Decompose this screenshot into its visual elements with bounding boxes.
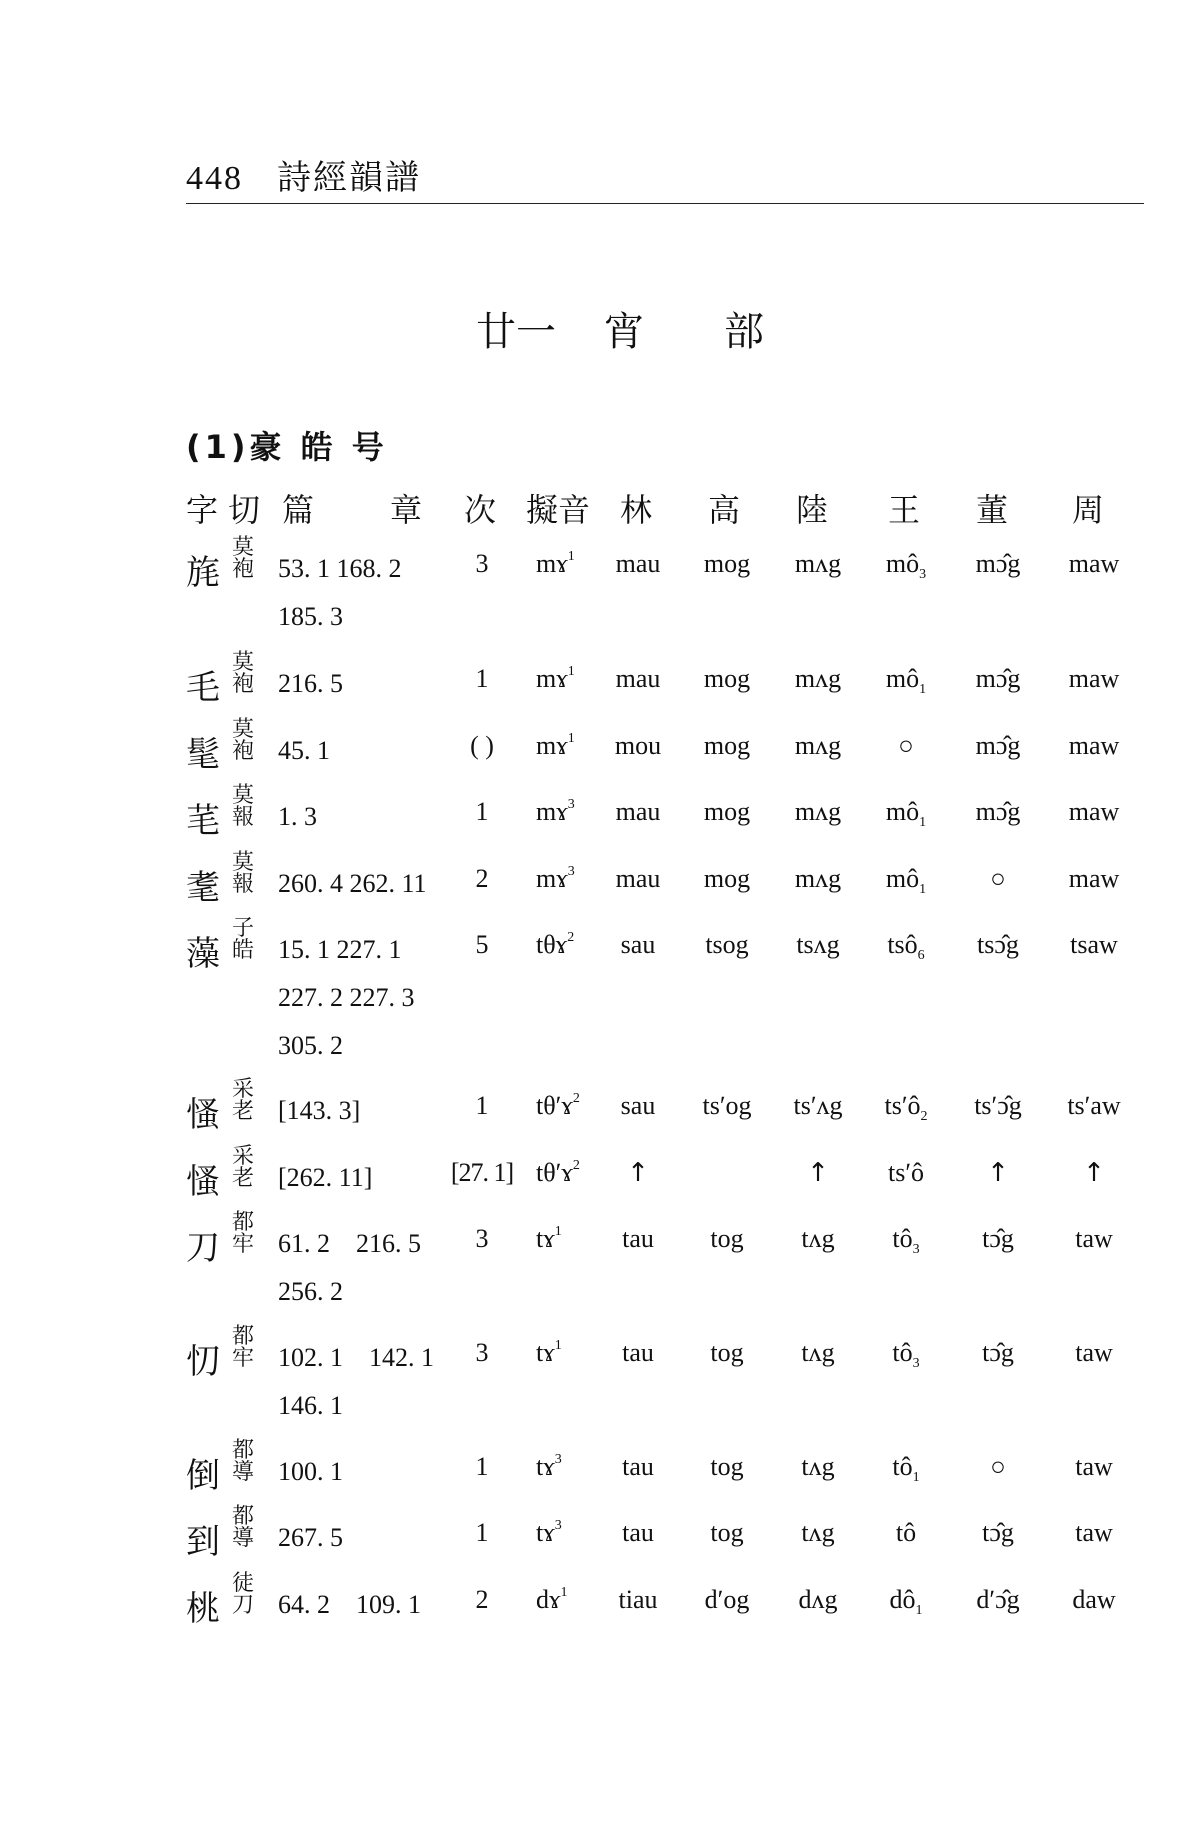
wang-reading: tsʹô$_2$ bbox=[884, 1091, 928, 1124]
lin-reading: tau bbox=[622, 1452, 654, 1481]
head-character: 刀 bbox=[186, 1228, 220, 1268]
head-character: 慅 bbox=[186, 1095, 220, 1135]
fanqie-spelling bbox=[232, 1573, 254, 1617]
fanqie-char: 導 bbox=[232, 1526, 255, 1551]
wang-reading: $tô_3$ bbox=[892, 1224, 920, 1257]
series-number: 3 bbox=[912, 1242, 920, 1257]
dong-reading: mɔ̂g bbox=[975, 731, 1021, 760]
citation-line: 64. 2 109. 1 bbox=[278, 1590, 422, 1619]
col-niyin: 擬音 bbox=[526, 491, 591, 529]
tone-number: 1 bbox=[554, 1338, 562, 1353]
reconstructed-sound: mɤ$^3$ bbox=[536, 864, 575, 893]
fanqie-spelling bbox=[232, 1079, 254, 1123]
book-title: 詩經韻譜 bbox=[277, 158, 421, 198]
count: 3 bbox=[475, 1338, 489, 1367]
gao-reading: dʹog bbox=[704, 1585, 750, 1614]
fanqie-char: 袍 bbox=[232, 672, 255, 697]
citation-line: 146. 1 bbox=[278, 1391, 343, 1420]
fanqie-char: 皓 bbox=[232, 938, 255, 963]
poem-citations bbox=[278, 727, 330, 775]
wang-reading: tô bbox=[895, 1518, 917, 1547]
zhou-reading: maw bbox=[1068, 664, 1120, 693]
wang-reading: ○ bbox=[898, 731, 914, 760]
lu-reading: mʌg bbox=[794, 731, 842, 760]
zhou-reading: taw bbox=[1075, 1224, 1113, 1253]
count: 5 bbox=[475, 930, 489, 959]
head-character: 桃 bbox=[186, 1589, 220, 1629]
zhou-reading: maw bbox=[1068, 549, 1120, 578]
series-number: 6 bbox=[917, 948, 925, 963]
lin-reading: mou bbox=[614, 731, 662, 760]
citation-line: 256. 2 bbox=[278, 1277, 343, 1306]
zhou-reading: daw bbox=[1072, 1585, 1116, 1614]
dong-reading: ↑ bbox=[987, 1158, 1009, 1188]
zhou-reading: maw bbox=[1068, 864, 1120, 893]
lin-reading: mau bbox=[615, 549, 661, 578]
fanqie-char: 徒 bbox=[232, 1571, 255, 1596]
reconstructed-sound: dɤ$^1$ bbox=[536, 1585, 568, 1614]
fanqie-spelling bbox=[232, 852, 254, 896]
fanqie-char: 都 bbox=[232, 1438, 255, 1463]
lu-reading: tʌg bbox=[801, 1224, 835, 1253]
dong-reading: tɔ̂g bbox=[982, 1518, 1014, 1547]
lin-reading: mau bbox=[615, 664, 661, 693]
citation-line: 100. 1 bbox=[278, 1457, 343, 1486]
count: 1 bbox=[475, 1091, 489, 1120]
fanqie-char: 報 bbox=[232, 872, 255, 897]
fanqie-char: 老 bbox=[232, 1166, 255, 1191]
poem-citations bbox=[278, 860, 427, 908]
col-ci: 次 bbox=[464, 491, 497, 529]
col-gao: 高 bbox=[708, 491, 741, 529]
gao-reading: mog bbox=[703, 731, 751, 760]
col-zi: 字 bbox=[186, 491, 219, 529]
series-number: 1 bbox=[915, 1603, 923, 1618]
count: 1 bbox=[475, 664, 489, 693]
series-number: 3 bbox=[912, 1356, 920, 1371]
citation-line: 102. 1 142. 1 bbox=[278, 1343, 435, 1372]
fanqie-char: 牢 bbox=[232, 1346, 255, 1371]
subsection-heading: (1)豪 皓 号 bbox=[186, 428, 388, 466]
tone-number: 3 bbox=[567, 864, 575, 879]
lin-reading: tau bbox=[622, 1224, 654, 1253]
fanqie-char: 子 bbox=[232, 916, 255, 941]
gao-reading: tsʹog bbox=[702, 1091, 752, 1120]
section-title bbox=[0, 300, 1200, 357]
dong-reading: tsɔ̂g bbox=[977, 930, 1019, 959]
zhou-reading: tsʹaw bbox=[1067, 1091, 1121, 1120]
fanqie-char: 莫 bbox=[232, 535, 255, 560]
lin-reading: sau bbox=[620, 930, 656, 959]
citation-line: 53. 1 168. 2 bbox=[278, 554, 402, 583]
tone-number: 1 bbox=[554, 1224, 562, 1239]
fanqie-char: 牢 bbox=[232, 1232, 255, 1257]
series-number: 1 bbox=[912, 1470, 920, 1485]
fanqie-char: 都 bbox=[232, 1324, 255, 1349]
citation-line: 61. 2 216. 5 bbox=[278, 1229, 422, 1258]
tone-number: 1 bbox=[567, 549, 575, 564]
fanqie-char: 導 bbox=[232, 1460, 255, 1485]
poem-citations bbox=[278, 1581, 421, 1629]
head-character: 倒 bbox=[186, 1456, 220, 1496]
fanqie-char: 莫 bbox=[232, 717, 255, 742]
head-character: 忉 bbox=[186, 1342, 220, 1382]
reconstructed-sound: tθɤ$^2$ bbox=[536, 930, 575, 959]
series-number: 1 bbox=[919, 682, 927, 697]
lu-reading: mʌg bbox=[794, 664, 842, 693]
fanqie-spelling bbox=[232, 652, 254, 696]
citation-line: 15. 1 227. 1 bbox=[278, 935, 402, 964]
reconstructed-sound: mɤ$^3$ bbox=[536, 797, 575, 826]
citation-line: 216. 5 bbox=[278, 669, 343, 698]
fanqie-char: 采 bbox=[232, 1144, 255, 1169]
fanqie-char: 莫 bbox=[232, 850, 255, 875]
fanqie-spelling bbox=[232, 537, 254, 581]
lin-reading: tau bbox=[622, 1518, 654, 1547]
citation-line: 305. 2 bbox=[278, 1031, 343, 1060]
lin-reading: ↑ bbox=[627, 1158, 649, 1188]
lu-reading: tʌg bbox=[801, 1518, 835, 1547]
head-character: 毛 bbox=[186, 668, 220, 708]
lin-reading: sau bbox=[620, 1091, 656, 1120]
dong-reading: tsʹɔ̂g bbox=[974, 1091, 1022, 1120]
citation-line: [262. 11] bbox=[278, 1163, 373, 1192]
tone-number: 3 bbox=[554, 1518, 562, 1533]
section-name-2: 部 bbox=[724, 309, 764, 355]
col-dong: 董 bbox=[976, 491, 1009, 529]
wang-reading: $mô_1$ bbox=[885, 797, 927, 830]
col-qie: 切 bbox=[228, 491, 261, 529]
lu-reading: tʌg bbox=[801, 1452, 835, 1481]
col-lu: 陸 bbox=[796, 491, 829, 529]
zhou-reading: tsaw bbox=[1070, 930, 1118, 959]
fanqie-spelling bbox=[232, 719, 254, 763]
citation-line: 267. 5 bbox=[278, 1523, 343, 1552]
dong-reading: mɔ̂g bbox=[975, 664, 1021, 693]
fanqie-char: 袍 bbox=[232, 739, 255, 764]
gao-reading: mog bbox=[703, 549, 751, 578]
series-number: 2 bbox=[920, 1109, 928, 1124]
fanqie-char: 都 bbox=[232, 1210, 255, 1235]
fanqie-spelling bbox=[232, 1440, 254, 1484]
col-zhang: 章 bbox=[390, 491, 423, 529]
fanqie-char: 報 bbox=[232, 805, 255, 830]
citation-line: 1. 3 bbox=[278, 802, 317, 831]
fanqie-char: 袍 bbox=[232, 557, 255, 582]
tone-number: 2 bbox=[572, 1158, 580, 1173]
count: [27. 1] bbox=[450, 1158, 514, 1187]
zhou-reading: taw bbox=[1075, 1338, 1113, 1367]
lin-reading: tiau bbox=[618, 1585, 658, 1614]
section-name-1: 宵 bbox=[604, 309, 644, 355]
zhou-reading: taw bbox=[1075, 1452, 1113, 1481]
poem-citations bbox=[278, 1448, 343, 1496]
tone-number: 3 bbox=[567, 797, 575, 812]
section-numeral: 廿一 bbox=[476, 309, 556, 355]
tone-number: 2 bbox=[567, 930, 575, 945]
tone-number: 1 bbox=[567, 731, 575, 746]
lu-reading: tʌg bbox=[801, 1338, 835, 1367]
series-number: 1 bbox=[919, 882, 927, 897]
wang-reading: $mô_3$ bbox=[885, 549, 927, 582]
lu-reading: mʌg bbox=[794, 864, 842, 893]
count: 2 bbox=[475, 1585, 489, 1614]
header-rule bbox=[186, 203, 1144, 204]
count: 1 bbox=[475, 797, 489, 826]
fanqie-char: 都 bbox=[232, 1504, 255, 1529]
gao-reading: mog bbox=[703, 797, 751, 826]
reconstructed-sound: tθʹɤ$^2$ bbox=[536, 1091, 580, 1120]
dong-reading: dʹɔ̂g bbox=[976, 1585, 1020, 1614]
dong-reading: tɔ̂g bbox=[982, 1338, 1014, 1367]
lu-reading: dʌg bbox=[798, 1585, 838, 1614]
zhou-reading: ↑ bbox=[1083, 1158, 1105, 1188]
head-character: 慅 bbox=[186, 1162, 220, 1202]
citation-line: 45. 1 bbox=[278, 736, 330, 765]
poem-citations bbox=[278, 1220, 421, 1316]
head-character: 旄 bbox=[186, 553, 220, 593]
reconstructed-sound: tɤ$^3$ bbox=[536, 1518, 562, 1547]
poem-citations bbox=[278, 660, 343, 708]
lin-reading: tau bbox=[622, 1338, 654, 1367]
tone-number: 3 bbox=[554, 1452, 562, 1467]
gao-reading: mog bbox=[703, 664, 751, 693]
count: 1 bbox=[475, 1518, 489, 1547]
wang-reading: tsô$_6$ bbox=[887, 930, 925, 963]
wang-reading: tsʹô bbox=[887, 1158, 925, 1187]
zhou-reading: taw bbox=[1075, 1518, 1113, 1547]
fanqie-char: 采 bbox=[232, 1077, 255, 1102]
gao-reading: tog bbox=[710, 1338, 744, 1367]
citation-line: 227. 2 227. 3 bbox=[278, 983, 415, 1012]
lu-reading: ↑ bbox=[807, 1158, 829, 1188]
citation-line: 185. 3 bbox=[278, 602, 343, 631]
lin-reading: mau bbox=[615, 797, 661, 826]
count: 3 bbox=[475, 1224, 489, 1253]
head-character: 到 bbox=[186, 1522, 220, 1562]
head-character: 髦 bbox=[186, 735, 220, 775]
zhou-reading: maw bbox=[1068, 731, 1120, 760]
lu-reading: tsʹʌg bbox=[793, 1091, 843, 1120]
poem-citations bbox=[278, 793, 317, 841]
poem-citations bbox=[278, 1334, 434, 1430]
fanqie-spelling bbox=[232, 1212, 254, 1256]
lu-reading: tsʌg bbox=[796, 930, 840, 959]
poem-citations bbox=[278, 1154, 372, 1202]
fanqie-char: 莫 bbox=[232, 783, 255, 808]
fanqie-spelling bbox=[232, 1506, 254, 1550]
dong-reading: tɔ̂g bbox=[982, 1224, 1014, 1253]
gao-reading: tog bbox=[710, 1224, 744, 1253]
col-wang: 王 bbox=[888, 491, 921, 529]
dong-reading: ○ bbox=[990, 864, 1006, 893]
lu-reading: mʌg bbox=[794, 549, 842, 578]
citation-line: [143. 3] bbox=[278, 1096, 361, 1125]
citation-line: 260. 4 262. 11 bbox=[278, 869, 427, 898]
dong-reading: mɔ̂g bbox=[975, 797, 1021, 826]
lu-reading: mʌg bbox=[794, 797, 842, 826]
head-character: 芼 bbox=[186, 801, 220, 841]
poem-citations bbox=[278, 926, 415, 1070]
col-zhou: 周 bbox=[1072, 491, 1105, 529]
fanqie-char: 莫 bbox=[232, 650, 255, 675]
dong-reading: mɔ̂g bbox=[975, 549, 1021, 578]
fanqie-spelling bbox=[232, 918, 254, 962]
count: 3 bbox=[475, 549, 489, 578]
col-pian: 篇 bbox=[282, 491, 315, 529]
poem-citations bbox=[278, 1514, 343, 1562]
fanqie-spelling bbox=[232, 785, 254, 829]
running-header bbox=[186, 150, 421, 199]
page-number: 448 bbox=[186, 160, 243, 197]
fanqie-char: 刀 bbox=[232, 1593, 255, 1618]
wang-reading: $dô_1$ bbox=[889, 1585, 923, 1618]
reconstructed-sound: tɤ$^1$ bbox=[536, 1224, 562, 1253]
tone-number: 1 bbox=[560, 1585, 568, 1600]
dong-reading: ○ bbox=[990, 1452, 1006, 1481]
reconstructed-sound: mɤ$^1$ bbox=[536, 664, 575, 693]
fanqie-spelling bbox=[232, 1146, 254, 1190]
series-number: 3 bbox=[919, 567, 927, 582]
lin-reading: mau bbox=[615, 864, 661, 893]
count: 1 bbox=[475, 1452, 489, 1481]
gao-reading: mog bbox=[703, 864, 751, 893]
col-lin: 林 bbox=[620, 491, 653, 529]
tone-number: 1 bbox=[567, 664, 575, 679]
poem-citations bbox=[278, 545, 402, 641]
count: 2 bbox=[475, 864, 489, 893]
reconstructed-sound: tθʹɤ$^2$ bbox=[536, 1158, 580, 1187]
fanqie-spelling bbox=[232, 1326, 254, 1370]
head-character: 耄 bbox=[186, 868, 220, 908]
poem-citations bbox=[278, 1087, 360, 1135]
gao-reading: tsog bbox=[705, 930, 749, 959]
tone-number: 2 bbox=[572, 1091, 580, 1106]
reconstructed-sound: mɤ$^1$ bbox=[536, 549, 575, 578]
wang-reading: $tô_3$ bbox=[892, 1338, 920, 1371]
zhou-reading: maw bbox=[1068, 797, 1120, 826]
fanqie-char: 老 bbox=[232, 1099, 255, 1124]
gao-reading: tog bbox=[710, 1518, 744, 1547]
gao-reading: tog bbox=[710, 1452, 744, 1481]
reconstructed-sound: tɤ$^1$ bbox=[536, 1338, 562, 1367]
head-character: 藻 bbox=[186, 934, 220, 974]
count: ( ) bbox=[470, 731, 494, 760]
reconstructed-sound: mɤ$^1$ bbox=[536, 731, 575, 760]
series-number: 1 bbox=[919, 815, 927, 830]
reconstructed-sound: tɤ$^3$ bbox=[536, 1452, 562, 1481]
wang-reading: $mô_1$ bbox=[885, 864, 927, 897]
wang-reading: $mô_1$ bbox=[885, 664, 927, 697]
wang-reading: $tô_1$ bbox=[892, 1452, 920, 1485]
